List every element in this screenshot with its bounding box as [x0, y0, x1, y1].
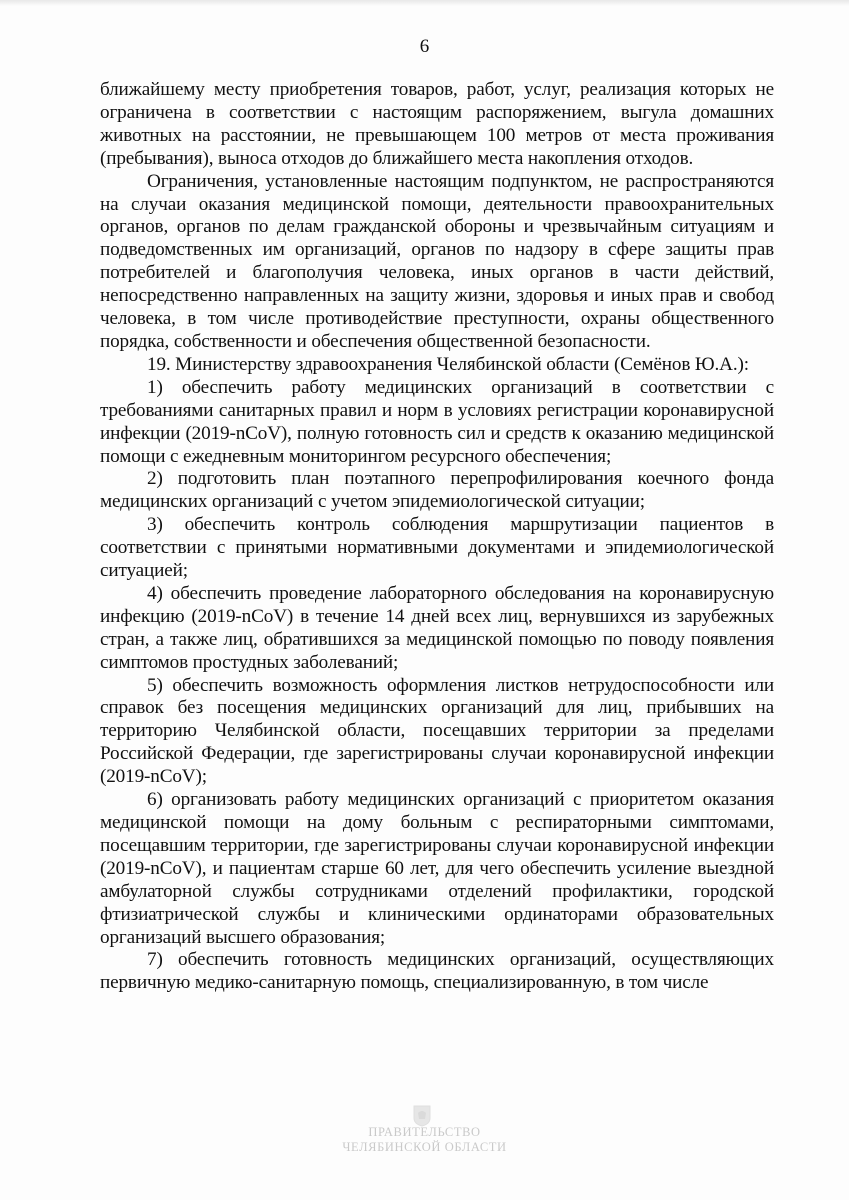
watermark-line-1: ПРАВИТЕЛЬСТВО	[368, 1125, 481, 1139]
paragraph: Ограничения, установленные настоящим подпунктом, не распространяются на случаи оказания медицинской помощи, деятельности правоохранительных органов, органов по делам гражданской обороны и чрезвычайным ситуациям и подведомственных им организаций, органов по надзору в сфере защиты прав потребителей и благополучия человека, иных органов в части действий, непосредственно направленных на защиту жизни, здоровья и иных прав и свобод человека, в том числе противодействие преступности, охраны общественного порядка, собственности и обеспечения общественной безопасности.	[100, 170, 774, 352]
paragraph: ближайшему месту приобретения товаров, работ, услуг, реализация которых не ограничена в соответствии с настоящим распоряжением, выгула домашних животных на расстоянии, не превышающем 100 метров от места проживания (пребывания), выноса отходов до ближайшего места накопления отходов.	[100, 79, 774, 169]
document-body	[100, 79, 774, 995]
scan-edge	[0, 0, 849, 6]
paragraph-subitem-7: 7) обеспечить готовность медицинских организаций, осуществляющих первичную медико-санитарную помощь, специализированную, в том числе	[100, 949, 774, 994]
paragraph-subitem-3: 3) обеспечить контроль соблюдения маршрутизации пациентов в соответствии с принятыми нормативными документами и эпидемиологической ситуацией;	[100, 514, 774, 582]
paragraph-subitem-2: 2) подготовить план поэтапного перепрофилирования коечного фонда медицинских организаций с учетом эпидемиологической ситуации;	[100, 468, 774, 513]
coat-of-arms-icon	[412, 1105, 432, 1127]
paragraph-subitem-6: 6) организовать работу медицинских организаций с приоритетом оказания медицинской помощи на дому больным с респираторными симптомами, посещавшим территории, где зарегистрированы случаи коронавирусной инфекции (2019-nCoV), и пациентам старше 60 лет, для чего обеспечить усиление выездной амбулаторной службы сотрудниками отделений профилактики, городской фтизиатрической службы и клиническими ординаторами образовательных организаций высшего образования;	[100, 789, 774, 948]
paragraph-subitem-1: 1) обеспечить работу медицинских организаций в соответствии с требованиями санитарных правил и норм в условиях регистрации коронавирусной инфекции (2019-nCoV), полную готовность сил и средств к оказанию медицинской помощи с ежедневным мониторингом ресурсного обеспечения;	[100, 376, 774, 467]
paragraph-subitem-4: 4) обеспечить проведение лабораторного обследования на коронавирусную инфекцию (2019-nCoV) в течение 14 дней всех лиц, вернувшихся из зарубежных стран, а также лиц, обратившихся за медицинской помощью по поводу появления симптомов простудных заболеваний;	[100, 582, 774, 673]
paragraph-subitem-5: 5) обеспечить возможность оформления листков нетрудоспособности или справок без посещения медицинских организаций для лиц, прибывших на территорию Челябинской области, посещавших территории за пределами Российской Федерации, где зарегистрированы случаи коронавирусной инфекции (2019-nCoV);	[100, 674, 774, 788]
page-number: 6	[419, 36, 430, 57]
watermark	[0, 1125, 849, 1155]
paragraph-item-19: 19. Министерству здравоохранения Челябинской области (Семёнов Ю.А.):	[147, 353, 749, 375]
watermark-line-2: ЧЕЛЯБИНСКОЙ ОБЛАСТИ	[342, 1140, 507, 1154]
